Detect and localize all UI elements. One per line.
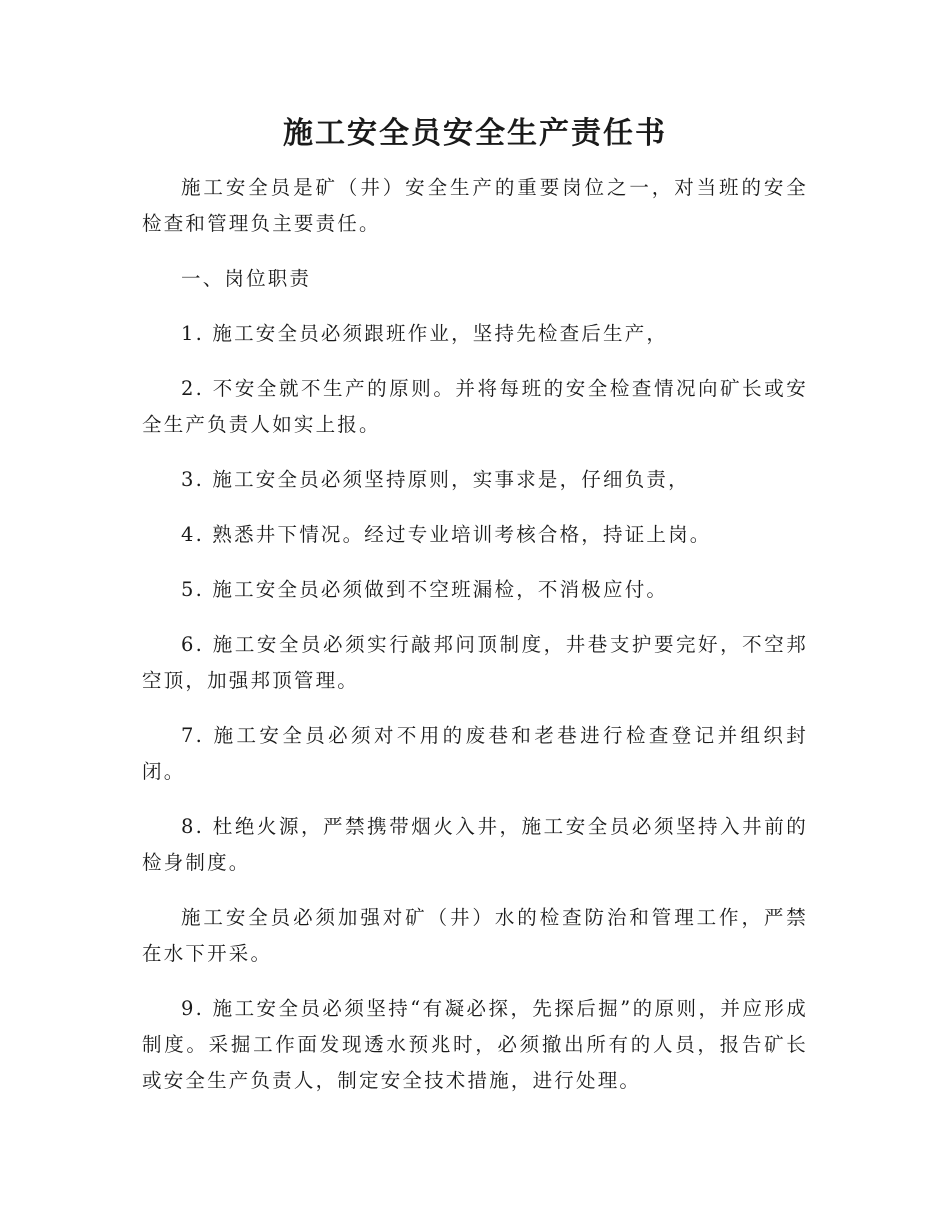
paragraph-item-5: 5. 施工安全员必须做到不空班漏检，不消极应付。 <box>181 578 669 601</box>
paragraph-item-9: 9. 施工安全员必须坚持“有凝必探，先探后掘”的原则，并应形成制度。采掘工作面发现透水预兆时，必须撤出所有的人员，报告矿长或安全生产负责人，制定安全技术措施，进行处理。 <box>142 997 808 1092</box>
paragraph-item-6: 6. 施工安全员必须实行敲邦问顶制度，井巷支护要完好，不空邦空顶，加强邦顶管理。 <box>142 633 808 692</box>
paragraph-item-1: 1. 施工安全员必须跟班作业，坚持先检查后生产， <box>181 322 669 345</box>
paragraph-item-8: 8. 杜绝火源，严禁携带烟火入井，施工安全员必须坚持入井前的检身制度。 <box>142 815 808 874</box>
document-title: 施工安全员安全生产责任书 <box>283 116 667 151</box>
paragraph-item-4: 4. 熟悉井下情况。经过专业培训考核合格，持证上岗。 <box>181 523 712 546</box>
paragraph-water-control: 施工安全员必须加强对矿（井）水的检查防治和管理工作，严禁在水下开采。 <box>142 906 808 965</box>
paragraph-item-3: 3. 施工安全员必须坚持原则，实事求是，仔细负责， <box>181 468 690 491</box>
paragraph-item-2: 2. 不安全就不生产的原则。并将每班的安全检查情况向矿长或安全生产负责人如实上报。 <box>142 377 808 436</box>
paragraph-intro: 施工安全员是矿（井）安全生产的重要岗位之一，对当班的安全检查和管理负主要责任。 <box>142 176 808 235</box>
section-heading-duties: 一、岗位职责 <box>181 267 312 290</box>
paragraph-item-7: 7. 施工安全员必须对不用的废巷和老巷进行检查登记并组织封闭。 <box>142 724 808 783</box>
